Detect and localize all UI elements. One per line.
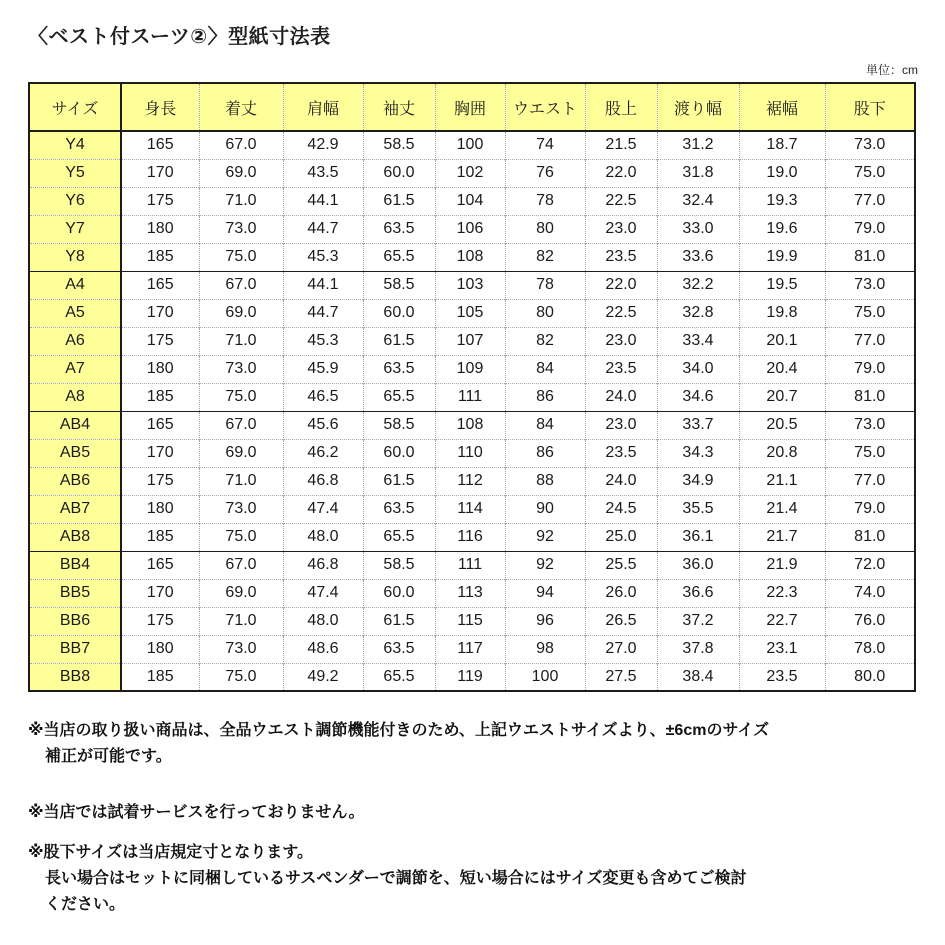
- table-row: [29, 383, 915, 411]
- note-line: ※当店では試着サービスを行っておりません。: [28, 804, 365, 821]
- cell-shoulder-width: 44.1: [283, 187, 363, 215]
- cell-shoulder-width: 47.4: [283, 495, 363, 523]
- cell-sleeve-length: 65.5: [363, 663, 435, 691]
- cell-thigh-width: 35.5: [657, 495, 739, 523]
- cell-hem-width: 21.4: [739, 495, 825, 523]
- column-header-hem-width: 裾幅: [739, 83, 825, 131]
- table-row: [29, 607, 915, 635]
- cell-jacket-length: 73.0: [199, 355, 283, 383]
- cell-sleeve-length: 61.5: [363, 327, 435, 355]
- cell-waist: 84: [505, 411, 585, 439]
- cell-height: 185: [121, 663, 199, 691]
- cell-thigh-width: 36.1: [657, 523, 739, 551]
- cell-inseam: 74.0: [825, 579, 915, 607]
- table-row: [29, 187, 915, 215]
- cell-thigh-width: 34.6: [657, 383, 739, 411]
- cell-height: 185: [121, 243, 199, 271]
- row-size-label: Y8: [29, 243, 121, 271]
- cell-height: 180: [121, 495, 199, 523]
- cell-sleeve-length: 61.5: [363, 607, 435, 635]
- cell-inseam: 79.0: [825, 495, 915, 523]
- cell-jacket-length: 75.0: [199, 383, 283, 411]
- cell-jacket-length: 75.0: [199, 243, 283, 271]
- cell-hem-width: 23.5: [739, 663, 825, 691]
- row-size-label: BB5: [29, 579, 121, 607]
- cell-hem-width: 23.1: [739, 635, 825, 663]
- cell-waist: 96: [505, 607, 585, 635]
- cell-chest: 115: [435, 607, 505, 635]
- cell-sleeve-length: 65.5: [363, 523, 435, 551]
- cell-rise: 22.0: [585, 159, 657, 187]
- row-size-label: AB6: [29, 467, 121, 495]
- table-row: [29, 299, 915, 327]
- table-body: [29, 131, 915, 691]
- cell-sleeve-length: 58.5: [363, 271, 435, 299]
- cell-rise: 21.5: [585, 131, 657, 159]
- table-row: [29, 327, 915, 355]
- row-size-label: BB8: [29, 663, 121, 691]
- cell-sleeve-length: 63.5: [363, 635, 435, 663]
- cell-height: 175: [121, 607, 199, 635]
- cell-hem-width: 19.9: [739, 243, 825, 271]
- table-row: [29, 131, 915, 159]
- cell-jacket-length: 69.0: [199, 579, 283, 607]
- cell-shoulder-width: 45.3: [283, 243, 363, 271]
- cell-jacket-length: 73.0: [199, 215, 283, 243]
- row-size-label: Y5: [29, 159, 121, 187]
- cell-height: 165: [121, 551, 199, 579]
- table-row: [29, 495, 915, 523]
- cell-rise: 22.5: [585, 187, 657, 215]
- cell-waist: 100: [505, 663, 585, 691]
- cell-sleeve-length: 58.5: [363, 131, 435, 159]
- cell-inseam: 73.0: [825, 411, 915, 439]
- cell-jacket-length: 73.0: [199, 635, 283, 663]
- cell-waist: 94: [505, 579, 585, 607]
- cell-rise: 22.0: [585, 271, 657, 299]
- cell-height: 170: [121, 159, 199, 187]
- table-row: [29, 467, 915, 495]
- cell-thigh-width: 34.0: [657, 355, 739, 383]
- cell-waist: 80: [505, 299, 585, 327]
- cell-thigh-width: 32.2: [657, 271, 739, 299]
- note-line: 補正が可能です。: [45, 748, 172, 765]
- cell-shoulder-width: 45.6: [283, 411, 363, 439]
- cell-sleeve-length: 63.5: [363, 215, 435, 243]
- row-size-label: BB6: [29, 607, 121, 635]
- cell-sleeve-length: 60.0: [363, 439, 435, 467]
- cell-jacket-length: 69.0: [199, 439, 283, 467]
- cell-height: 185: [121, 523, 199, 551]
- column-header-sleeve-length: 袖丈: [363, 83, 435, 131]
- cell-height: 165: [121, 271, 199, 299]
- cell-rise: 26.0: [585, 579, 657, 607]
- cell-hem-width: 20.1: [739, 327, 825, 355]
- table-row: [29, 635, 915, 663]
- table-row: [29, 243, 915, 271]
- cell-waist: 78: [505, 271, 585, 299]
- column-header-size: サイズ: [29, 83, 121, 131]
- cell-shoulder-width: 46.2: [283, 439, 363, 467]
- cell-sleeve-length: 65.5: [363, 383, 435, 411]
- cell-jacket-length: 71.0: [199, 467, 283, 495]
- note-line: ※当店の取り扱い商品は、全品ウエスト調節機能付きのため、上記ウエストサイズより、±6cmのサイズ: [28, 722, 770, 739]
- table-row: [29, 579, 915, 607]
- cell-waist: 86: [505, 439, 585, 467]
- cell-sleeve-length: 61.5: [363, 467, 435, 495]
- cell-inseam: 73.0: [825, 271, 915, 299]
- note-line: ※股下サイズは当店規定寸となります。: [28, 844, 313, 861]
- cell-hem-width: 19.0: [739, 159, 825, 187]
- unit-label: 単位：cm: [866, 63, 918, 77]
- cell-shoulder-width: 44.7: [283, 299, 363, 327]
- cell-inseam: 73.0: [825, 131, 915, 159]
- cell-inseam: 75.0: [825, 439, 915, 467]
- cell-waist: 84: [505, 355, 585, 383]
- column-header-chest: 胸囲: [435, 83, 505, 131]
- cell-hem-width: 20.5: [739, 411, 825, 439]
- cell-rise: 25.5: [585, 551, 657, 579]
- cell-rise: 23.5: [585, 355, 657, 383]
- row-size-label: AB5: [29, 439, 121, 467]
- cell-inseam: 78.0: [825, 635, 915, 663]
- row-size-label: AB8: [29, 523, 121, 551]
- cell-waist: 88: [505, 467, 585, 495]
- cell-hem-width: 18.7: [739, 131, 825, 159]
- cell-chest: 111: [435, 551, 505, 579]
- cell-hem-width: 19.8: [739, 299, 825, 327]
- cell-sleeve-length: 61.5: [363, 187, 435, 215]
- cell-inseam: 75.0: [825, 159, 915, 187]
- cell-height: 175: [121, 467, 199, 495]
- cell-height: 180: [121, 355, 199, 383]
- table-row: [29, 215, 915, 243]
- cell-shoulder-width: 46.8: [283, 551, 363, 579]
- table-row: [29, 663, 915, 691]
- cell-jacket-length: 67.0: [199, 131, 283, 159]
- cell-height: 180: [121, 635, 199, 663]
- cell-chest: 105: [435, 299, 505, 327]
- page-title: 〈ベスト付スーツ②〉型紙寸法表: [28, 26, 331, 48]
- column-header-height: 身長: [121, 83, 199, 131]
- cell-thigh-width: 34.9: [657, 467, 739, 495]
- note: [28, 718, 945, 770]
- cell-sleeve-length: 60.0: [363, 159, 435, 187]
- cell-jacket-length: 71.0: [199, 607, 283, 635]
- cell-jacket-length: 73.0: [199, 495, 283, 523]
- cell-hem-width: 19.6: [739, 215, 825, 243]
- cell-hem-width: 21.7: [739, 523, 825, 551]
- cell-rise: 23.0: [585, 215, 657, 243]
- cell-height: 170: [121, 579, 199, 607]
- cell-shoulder-width: 44.7: [283, 215, 363, 243]
- cell-hem-width: 21.1: [739, 467, 825, 495]
- cell-thigh-width: 31.8: [657, 159, 739, 187]
- cell-hem-width: 20.4: [739, 355, 825, 383]
- cell-waist: 76: [505, 159, 585, 187]
- cell-chest: 100: [435, 131, 505, 159]
- notes-section: [28, 718, 945, 918]
- cell-thigh-width: 33.0: [657, 215, 739, 243]
- table-row: [29, 411, 915, 439]
- cell-jacket-length: 69.0: [199, 159, 283, 187]
- header-row: [29, 83, 915, 131]
- cell-thigh-width: 36.6: [657, 579, 739, 607]
- cell-chest: 104: [435, 187, 505, 215]
- cell-rise: 24.0: [585, 467, 657, 495]
- row-size-label: A6: [29, 327, 121, 355]
- cell-jacket-length: 67.0: [199, 551, 283, 579]
- cell-inseam: 77.0: [825, 467, 915, 495]
- cell-height: 170: [121, 439, 199, 467]
- cell-thigh-width: 34.3: [657, 439, 739, 467]
- cell-thigh-width: 33.4: [657, 327, 739, 355]
- cell-rise: 24.0: [585, 383, 657, 411]
- cell-waist: 98: [505, 635, 585, 663]
- table-row: [29, 523, 915, 551]
- cell-shoulder-width: 44.1: [283, 271, 363, 299]
- cell-sleeve-length: 63.5: [363, 495, 435, 523]
- row-size-label: A8: [29, 383, 121, 411]
- cell-waist: 90: [505, 495, 585, 523]
- cell-hem-width: 19.3: [739, 187, 825, 215]
- note: [28, 800, 945, 826]
- cell-rise: 27.5: [585, 663, 657, 691]
- cell-waist: 92: [505, 523, 585, 551]
- cell-thigh-width: 32.4: [657, 187, 739, 215]
- cell-inseam: 79.0: [825, 355, 915, 383]
- cell-rise: 23.0: [585, 327, 657, 355]
- size-chart-table: [28, 82, 916, 692]
- cell-inseam: 77.0: [825, 187, 915, 215]
- cell-chest: 110: [435, 439, 505, 467]
- row-size-label: Y7: [29, 215, 121, 243]
- cell-inseam: 79.0: [825, 215, 915, 243]
- cell-hem-width: 20.7: [739, 383, 825, 411]
- row-size-label: BB7: [29, 635, 121, 663]
- table-row: [29, 355, 915, 383]
- cell-chest: 102: [435, 159, 505, 187]
- cell-sleeve-length: 60.0: [363, 579, 435, 607]
- row-size-label: AB4: [29, 411, 121, 439]
- row-size-label: A4: [29, 271, 121, 299]
- cell-jacket-length: 67.0: [199, 411, 283, 439]
- cell-rise: 26.5: [585, 607, 657, 635]
- cell-rise: 25.0: [585, 523, 657, 551]
- cell-height: 175: [121, 327, 199, 355]
- cell-hem-width: 19.5: [739, 271, 825, 299]
- cell-thigh-width: 38.4: [657, 663, 739, 691]
- row-size-label: A5: [29, 299, 121, 327]
- cell-shoulder-width: 43.5: [283, 159, 363, 187]
- cell-shoulder-width: 49.2: [283, 663, 363, 691]
- cell-rise: 24.5: [585, 495, 657, 523]
- table-row: [29, 551, 915, 579]
- cell-inseam: 75.0: [825, 299, 915, 327]
- cell-thigh-width: 31.2: [657, 131, 739, 159]
- cell-jacket-length: 67.0: [199, 271, 283, 299]
- cell-chest: 108: [435, 243, 505, 271]
- cell-jacket-length: 69.0: [199, 299, 283, 327]
- table-row: [29, 159, 915, 187]
- cell-hem-width: 20.8: [739, 439, 825, 467]
- cell-shoulder-width: 45.3: [283, 327, 363, 355]
- cell-jacket-length: 75.0: [199, 523, 283, 551]
- cell-sleeve-length: 65.5: [363, 243, 435, 271]
- cell-waist: 74: [505, 131, 585, 159]
- cell-chest: 114: [435, 495, 505, 523]
- column-header-rise: 股上: [585, 83, 657, 131]
- cell-inseam: 80.0: [825, 663, 915, 691]
- cell-shoulder-width: 48.0: [283, 607, 363, 635]
- cell-thigh-width: 36.0: [657, 551, 739, 579]
- cell-shoulder-width: 46.8: [283, 467, 363, 495]
- column-header-shoulder-width: 肩幅: [283, 83, 363, 131]
- row-size-label: BB4: [29, 551, 121, 579]
- cell-rise: 23.5: [585, 439, 657, 467]
- column-header-jacket-length: 着丈: [199, 83, 283, 131]
- cell-hem-width: 22.3: [739, 579, 825, 607]
- cell-height: 185: [121, 383, 199, 411]
- cell-sleeve-length: 60.0: [363, 299, 435, 327]
- cell-chest: 108: [435, 411, 505, 439]
- cell-rise: 23.0: [585, 411, 657, 439]
- cell-thigh-width: 32.8: [657, 299, 739, 327]
- cell-height: 180: [121, 215, 199, 243]
- cell-chest: 107: [435, 327, 505, 355]
- cell-thigh-width: 37.2: [657, 607, 739, 635]
- cell-hem-width: 22.7: [739, 607, 825, 635]
- cell-hem-width: 21.9: [739, 551, 825, 579]
- note-line: ください。: [45, 896, 126, 913]
- cell-chest: 112: [435, 467, 505, 495]
- table-row: [29, 439, 915, 467]
- column-header-inseam: 股下: [825, 83, 915, 131]
- cell-height: 170: [121, 299, 199, 327]
- cell-chest: 109: [435, 355, 505, 383]
- cell-chest: 113: [435, 579, 505, 607]
- cell-chest: 106: [435, 215, 505, 243]
- cell-rise: 27.0: [585, 635, 657, 663]
- cell-rise: 23.5: [585, 243, 657, 271]
- cell-height: 175: [121, 187, 199, 215]
- note: [28, 840, 945, 918]
- cell-chest: 116: [435, 523, 505, 551]
- cell-waist: 82: [505, 327, 585, 355]
- cell-thigh-width: 33.6: [657, 243, 739, 271]
- cell-jacket-length: 75.0: [199, 663, 283, 691]
- note-line: 長い場合はセットに同梱しているサスペンダーで調節を、短い場合にはサイズ変更も含めてご検討: [45, 870, 747, 887]
- cell-shoulder-width: 48.0: [283, 523, 363, 551]
- cell-shoulder-width: 47.4: [283, 579, 363, 607]
- cell-sleeve-length: 63.5: [363, 355, 435, 383]
- cell-chest: 103: [435, 271, 505, 299]
- cell-shoulder-width: 46.5: [283, 383, 363, 411]
- cell-shoulder-width: 42.9: [283, 131, 363, 159]
- row-size-label: AB7: [29, 495, 121, 523]
- cell-waist: 80: [505, 215, 585, 243]
- column-header-thigh-width: 渡り幅: [657, 83, 739, 131]
- cell-chest: 119: [435, 663, 505, 691]
- cell-inseam: 81.0: [825, 243, 915, 271]
- cell-waist: 86: [505, 383, 585, 411]
- table-row: [29, 271, 915, 299]
- cell-shoulder-width: 48.6: [283, 635, 363, 663]
- cell-thigh-width: 37.8: [657, 635, 739, 663]
- row-size-label: A7: [29, 355, 121, 383]
- cell-inseam: 76.0: [825, 607, 915, 635]
- cell-inseam: 77.0: [825, 327, 915, 355]
- cell-rise: 22.5: [585, 299, 657, 327]
- cell-height: 165: [121, 131, 199, 159]
- cell-sleeve-length: 58.5: [363, 411, 435, 439]
- cell-inseam: 72.0: [825, 551, 915, 579]
- cell-shoulder-width: 45.9: [283, 355, 363, 383]
- cell-waist: 82: [505, 243, 585, 271]
- cell-chest: 111: [435, 383, 505, 411]
- cell-waist: 78: [505, 187, 585, 215]
- cell-height: 165: [121, 411, 199, 439]
- row-size-label: Y6: [29, 187, 121, 215]
- cell-sleeve-length: 58.5: [363, 551, 435, 579]
- row-size-label: Y4: [29, 131, 121, 159]
- cell-inseam: 81.0: [825, 523, 915, 551]
- cell-jacket-length: 71.0: [199, 327, 283, 355]
- cell-waist: 92: [505, 551, 585, 579]
- cell-jacket-length: 71.0: [199, 187, 283, 215]
- cell-inseam: 81.0: [825, 383, 915, 411]
- cell-thigh-width: 33.7: [657, 411, 739, 439]
- column-header-waist: ウエスト: [505, 83, 585, 131]
- cell-chest: 117: [435, 635, 505, 663]
